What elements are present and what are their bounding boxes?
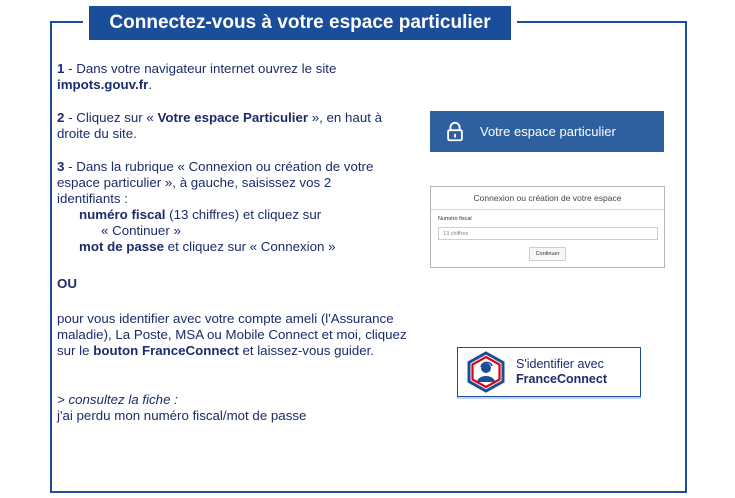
consult-label: > consultez la fiche : xyxy=(57,392,178,407)
franceconnect-paragraph xyxy=(57,311,417,359)
step-1-text: - Dans votre navigateur internet ouvrez le site xyxy=(64,61,337,76)
espace-particulier-button[interactable] xyxy=(430,111,664,152)
step-3-item-1 xyxy=(57,207,397,239)
continuer-text: « Continuer » xyxy=(101,223,181,238)
numero-fiscal-label: numéro fiscal xyxy=(79,207,166,222)
step-1-number: 1 xyxy=(57,61,65,76)
step-2-bold: Votre espace Particulier xyxy=(157,110,309,125)
mot-de-passe-label: mot de passe xyxy=(79,239,164,254)
ou-separator: OU xyxy=(57,276,77,291)
step-3 xyxy=(57,159,397,255)
fc-paragraph-bold: bouton FranceConnect xyxy=(93,343,239,358)
lock-icon xyxy=(444,121,466,143)
login-card xyxy=(430,186,665,268)
step-1-period: . xyxy=(148,77,153,92)
consult-link[interactable]: j'ai perdu mon numéro fiscal/mot de passe xyxy=(57,408,307,423)
step-3-item-1-text: (13 chiffres) et cliquez sur xyxy=(165,207,322,222)
login-card-title: Connexion ou création de votre espace xyxy=(431,187,664,210)
step-3-number: 3 xyxy=(57,159,65,174)
step-2 xyxy=(57,110,407,142)
page-title: Connectez-vous à votre espace particulier xyxy=(89,6,511,40)
franceconnect-logo-icon xyxy=(466,351,506,393)
fc-paragraph-text: pour vous identifier avec votre compte ameli (l'Assurance maladie), La Poste, MSA ou Mobile Connect et moi, cliquez sur le xyxy=(57,311,407,358)
step-2-text-after: », en haut à droite du site. xyxy=(57,110,382,141)
step-3-item-2 xyxy=(57,239,397,255)
franceconnect-button-text xyxy=(516,357,607,387)
consult-block xyxy=(57,392,357,424)
step-2-number: 2 xyxy=(57,110,65,125)
espace-button-label: Votre espace particulier xyxy=(480,124,616,139)
step-3-item-2-text: et cliquez sur « Connexion » xyxy=(163,239,336,254)
numero-fiscal-field-label: Numéro fiscal xyxy=(438,216,472,222)
fc-paragraph-after: et laissez-vous guider. xyxy=(238,343,375,358)
fc-line2: FranceConnect xyxy=(516,372,607,386)
continuer-button[interactable]: Continuer xyxy=(529,247,566,261)
fc-line1: S'identifier avec xyxy=(516,357,604,371)
site-link[interactable]: impots.gouv.fr xyxy=(57,77,149,92)
step-1 xyxy=(57,61,387,93)
numero-fiscal-input[interactable]: 13 chiffres xyxy=(438,227,658,240)
franceconnect-button[interactable] xyxy=(457,347,641,397)
step-2-text-before: - Cliquez sur « xyxy=(64,110,158,125)
step-3-text: - Dans la rubrique « Connexion ou création de votre espace particulier », à gauche, saisissez vos 2 identifiants : xyxy=(57,159,374,206)
